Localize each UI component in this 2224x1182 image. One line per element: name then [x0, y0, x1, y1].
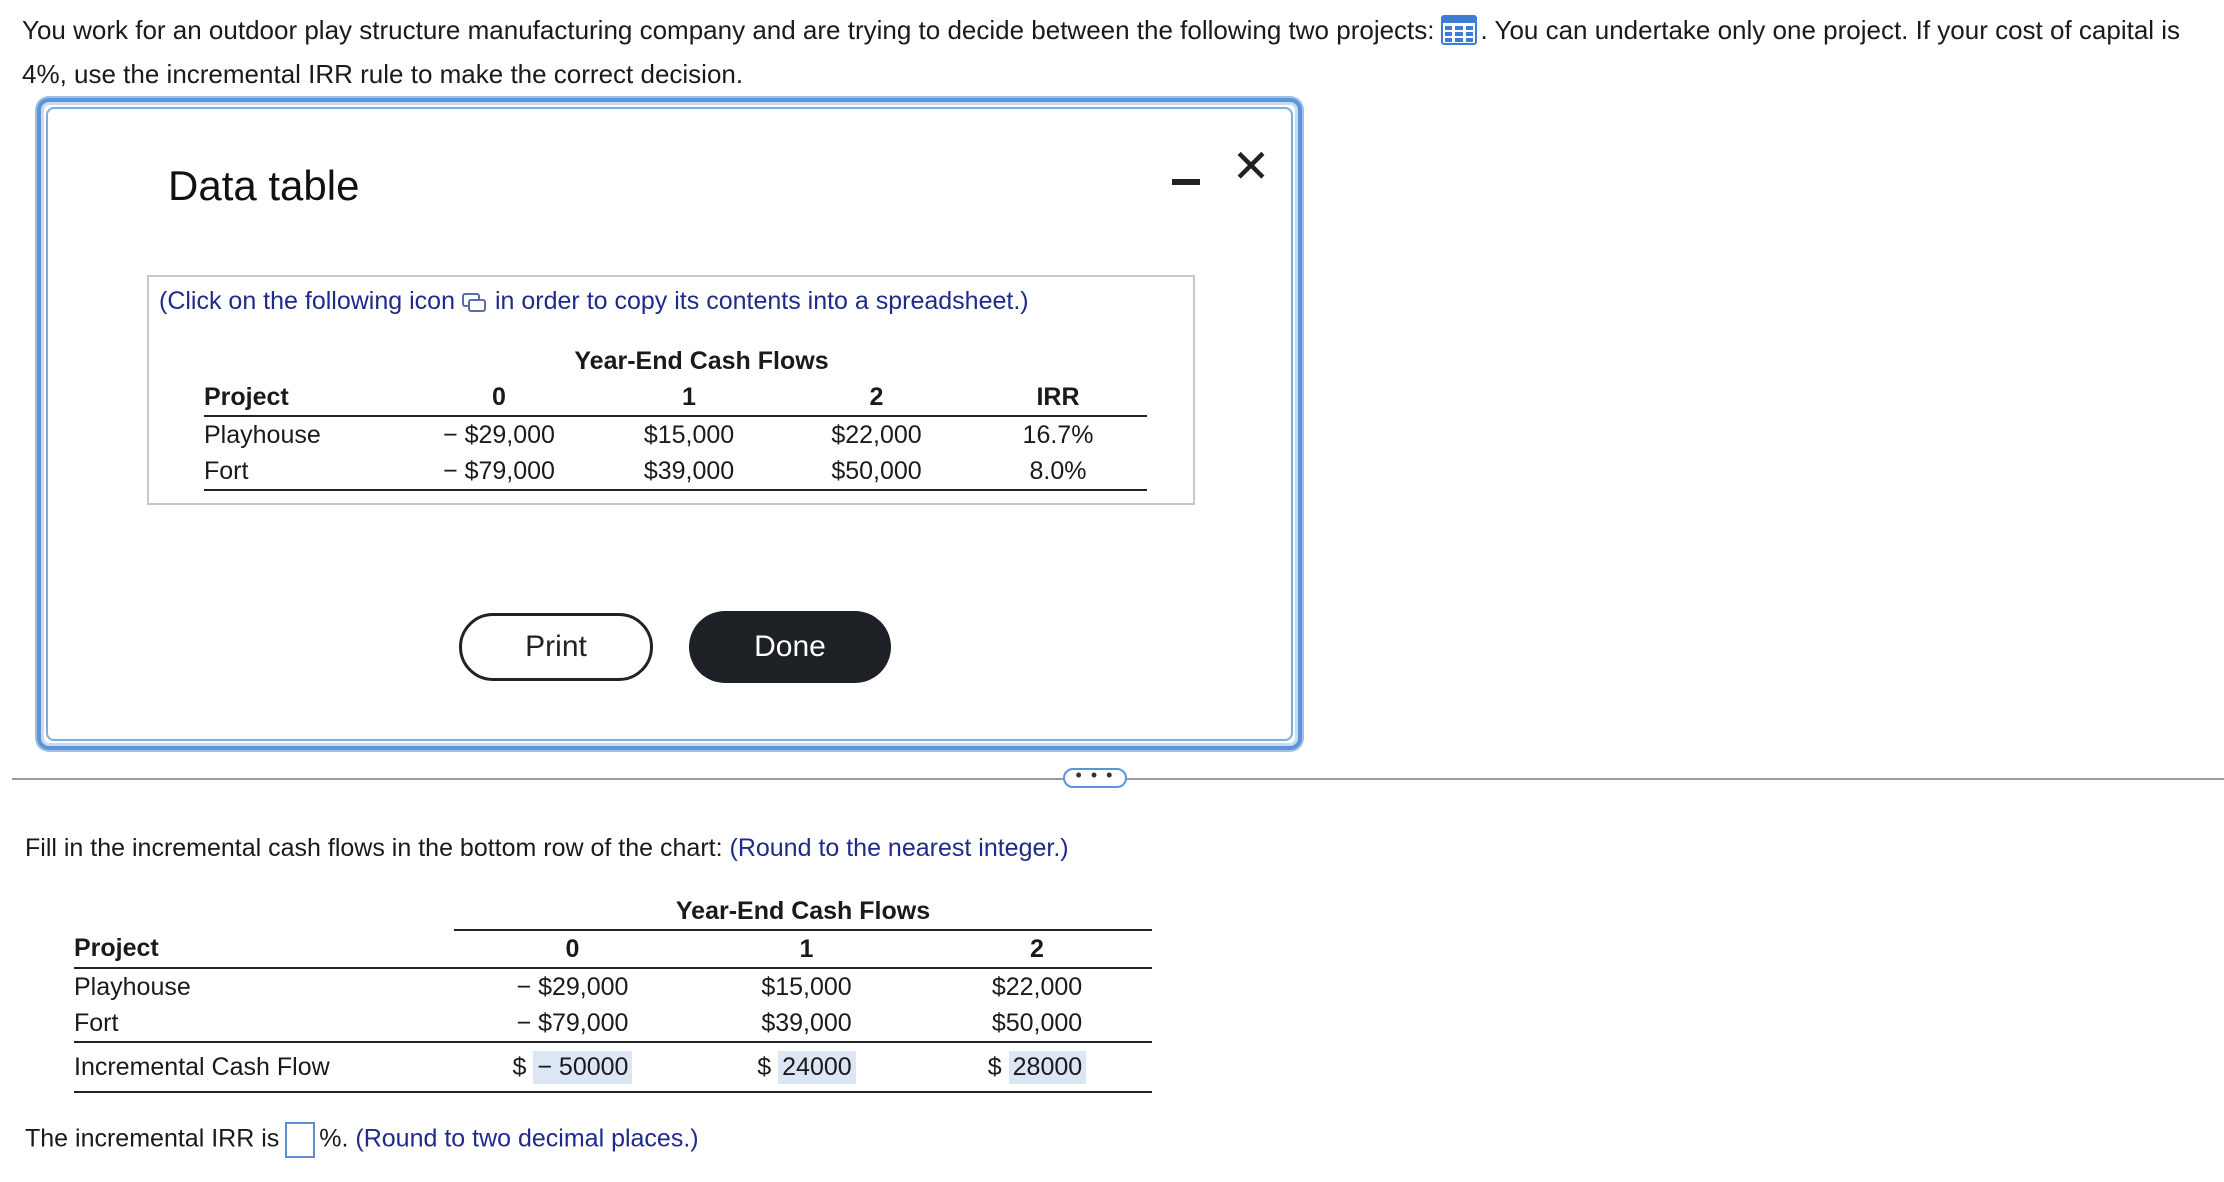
incremental-cash-flow-table: [74, 893, 1152, 1093]
done-button[interactable]: Done: [689, 611, 891, 683]
copy-note-text-1: (Click on the following icon: [159, 287, 455, 315]
copy-note: [159, 287, 1029, 316]
currency-symbol: $: [987, 1052, 1002, 1081]
cell-year-1: $15,000: [761, 972, 852, 1001]
cell-irr: 8.0%: [1029, 456, 1087, 485]
cell-year-1: $39,000: [643, 456, 735, 485]
irr-hint: (Round to two decimal places.): [355, 1124, 699, 1153]
cash-flow-table: [204, 343, 1147, 491]
instruction: [25, 834, 1069, 863]
cell-year-0: − $79,000: [516, 1008, 629, 1037]
group-header-year-end-cash-flows: Year-End Cash Flows: [454, 893, 1152, 930]
col-header-irr: IRR: [1036, 382, 1080, 411]
col-header-year-1: 1: [682, 382, 696, 411]
data-table-grid-icon[interactable]: [1441, 15, 1477, 45]
incremental-input-year-0[interactable]: − 50000: [533, 1051, 632, 1084]
cell-project: Fort: [204, 456, 249, 485]
incremental-cell-year-2: [922, 1042, 1152, 1092]
group-header-year-end-cash-flows: Year-End Cash Flows: [574, 346, 829, 375]
cell-irr: 16.7%: [1022, 420, 1094, 449]
data-table-modal: [37, 98, 1302, 750]
incremental-cell-year-1: [691, 1042, 922, 1092]
cell-project: Fort: [74, 1008, 119, 1037]
column-header-row: [74, 930, 1152, 968]
cell-year-1: $39,000: [761, 1008, 852, 1037]
cell-year-2: $22,000: [831, 420, 922, 449]
incremental-row: [74, 1042, 1152, 1092]
cell-year-0: − $79,000: [443, 456, 555, 485]
instruction-hint: (Round to the nearest integer.): [729, 834, 1069, 862]
currency-symbol: $: [757, 1052, 772, 1081]
cell-project: Playhouse: [74, 972, 191, 1001]
incremental-irr-input[interactable]: [285, 1122, 315, 1158]
modal-title: Data table: [168, 162, 360, 209]
close-icon: ✕: [1231, 140, 1271, 192]
irr-suffix: %.: [319, 1124, 349, 1153]
currency-symbol: $: [512, 1052, 527, 1081]
incremental-input-year-1[interactable]: 24000: [778, 1051, 856, 1084]
irr-prefix: The incremental IRR is: [25, 1124, 280, 1153]
minimize-button[interactable]: [1170, 157, 1202, 197]
copy-note-text-2: in order to copy its contents into a spreadsheet.): [494, 287, 1029, 315]
cell-year-2: $22,000: [991, 972, 1083, 1001]
print-button[interactable]: Print: [459, 613, 653, 681]
table-row: [204, 453, 1147, 490]
column-header-row: [204, 379, 1147, 416]
col-header-year-0: 0: [492, 382, 506, 411]
incremental-input-year-2[interactable]: 28000: [1009, 1051, 1087, 1084]
minimize-icon: [1172, 179, 1200, 185]
cell-year-2: $50,000: [831, 456, 922, 485]
col-header-project: Project: [74, 934, 159, 962]
col-header-year-2: 2: [869, 382, 884, 411]
data-table-box: [147, 275, 1195, 505]
table-row: [74, 1005, 1152, 1042]
table-row: [204, 416, 1147, 453]
problem-text-2: . You can undertake only one project. If your cost of capital is 4%, use the incremental IRR rule to make the correct decision.: [22, 15, 2181, 89]
group-header-row: [204, 343, 1147, 379]
table-row: [74, 968, 1152, 1005]
incremental-irr-line: [25, 1122, 699, 1158]
problem-statement: [22, 8, 2212, 96]
close-button[interactable]: [1231, 142, 1271, 190]
cell-year-0: − $29,000: [516, 972, 629, 1001]
incremental-cell-year-0: [454, 1042, 691, 1092]
cell-project: Playhouse: [204, 420, 321, 449]
cell-year-2: $50,000: [991, 1008, 1083, 1037]
group-header-row: [74, 893, 1152, 930]
cell-year-1: $15,000: [643, 420, 735, 449]
col-header-project: Project: [204, 382, 289, 411]
col-header-year-0: 0: [565, 934, 580, 963]
copy-to-spreadsheet-icon[interactable]: [461, 290, 487, 314]
instruction-text: Fill in the incremental cash flows in the bottom row of the chart:: [25, 834, 723, 862]
cell-year-0: − $29,000: [443, 420, 555, 449]
col-header-year-1: 1: [799, 934, 814, 963]
col-header-year-2: 2: [1030, 934, 1044, 963]
expand-more-button[interactable]: • • •: [1063, 768, 1127, 788]
incremental-label: Incremental Cash Flow: [74, 1052, 330, 1081]
problem-text-1: You work for an outdoor play structure manufacturing company and are trying to decide between the following two projects:: [22, 15, 1435, 45]
